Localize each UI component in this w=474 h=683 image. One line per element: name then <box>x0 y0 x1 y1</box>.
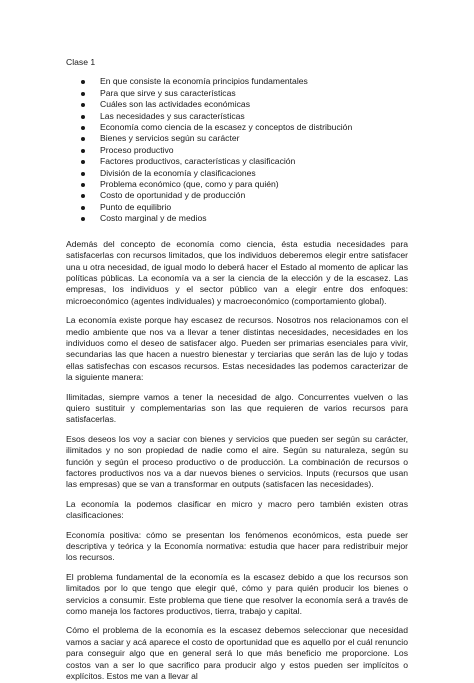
list-item: Punto de equilibrio <box>80 202 408 213</box>
list-item: División de la economía y clasificaciones <box>80 168 408 179</box>
document-heading: Clase 1 <box>66 57 96 67</box>
list-item: Para que sirve y sus características <box>80 88 408 99</box>
list-item: Bienes y servicios según su carácter <box>80 133 408 144</box>
paragraph: Economía positiva: cómo se presentan los fenómenos económicos, esta puede ser descriptiva y teórica y la Economía normativa: estudia que hacer para redistribuir mejor los recursos. <box>66 529 408 563</box>
paragraph: Esos deseos los voy a saciar con bienes y servicios que pueden ser según su carácter, ilimitados y no son propiedad de nadie como el aire. Según su naturaleza, según su función y según el proceso productivo o de producción. La combinación de recursos o factores productivos nos va a dar nuevos bienes o servicios. Inputs (recursos que usan las empresas) que se van a transformar en outputs (satisfacen las necesidades). <box>66 433 408 490</box>
paragraph: Cómo el problema de la economía es la escasez debemos seleccionar que necesidad vamos a saciar y acá aparece el costo de oportunidad que es aquello por el cuál renuncio para conseguir algo que en general será lo que más beneficio me proporcione. Los costos van a ser lo que sacrifico para producir algo y estos pueden ser implícitos o explícitos. Estos me van a llevar al <box>66 625 408 682</box>
list-item: Economía como ciencia de la escasez y conceptos de distribución <box>80 122 408 133</box>
list-item: Las necesidades y sus características <box>80 111 408 122</box>
list-item: Cuáles son las actividades económicas <box>80 99 408 110</box>
paragraph: La economía la podemos clasificar en micro y macro pero también existen otras clasificaciones: <box>66 498 408 521</box>
list-item: Costo de oportunidad y de producción <box>80 190 408 201</box>
paragraph: Ilimitadas, siempre vamos a tener la necesidad de algo. Concurrentes vuelven o las quiero sustituir y complementarias son las que requieren de varios recursos para satisfacerlas. <box>66 391 408 425</box>
paragraph: Además del concepto de economía como ciencia, ésta estudia necesidades para satisfacerlas con recursos limitados, que los individuos deberemos elegir entre satisfacer una u otra necesidad, de igual modo lo deberá hacer el Estado al momento de aplicar las políticas públicas. La economía va a ser la ciencia de la elección y de la escasez. Las empresas, los individuos y el sector público van a elegir entre dos enfoques: microeconómico (agentes individuales) y macroeconómico (comportamiento global). <box>66 238 408 306</box>
list-item: Problema económico (que, como y para quién) <box>80 179 408 190</box>
list-item: Factores productivos, características y clasificación <box>80 156 408 167</box>
list-item: En que consiste la economía principios fundamentales <box>80 76 408 87</box>
list-item: Proceso productivo <box>80 145 408 156</box>
paragraph: El problema fundamental de la economía es la escasez debido a que los recursos son limitados por lo que tengo que elegir qué, cómo y para quién producir los bienes o servicios a consumir. Este problema que tiene que resolver la economía será a través de como maneja los factores productivos, tierra, trabajo y capital. <box>66 571 408 617</box>
list-item: Costo marginal y de medios <box>80 213 408 224</box>
topic-list <box>66 76 408 224</box>
paragraph: La economía existe porque hay escasez de recursos. Nosotros nos relacionamos con el medio ambiente que nos va a llevar a tener distintas necesidades, necesidades en los individuos como el deseo de satisfacer algo. Pueden ser primarias esenciales para vivir, secundarias las que hacen a nuestro bienestar y terciarias que serán las de lujo y todas ellas satisfechas con escasos recursos. Estas necesidades las podemos caracterizar de la siguiente manera: <box>66 315 408 383</box>
